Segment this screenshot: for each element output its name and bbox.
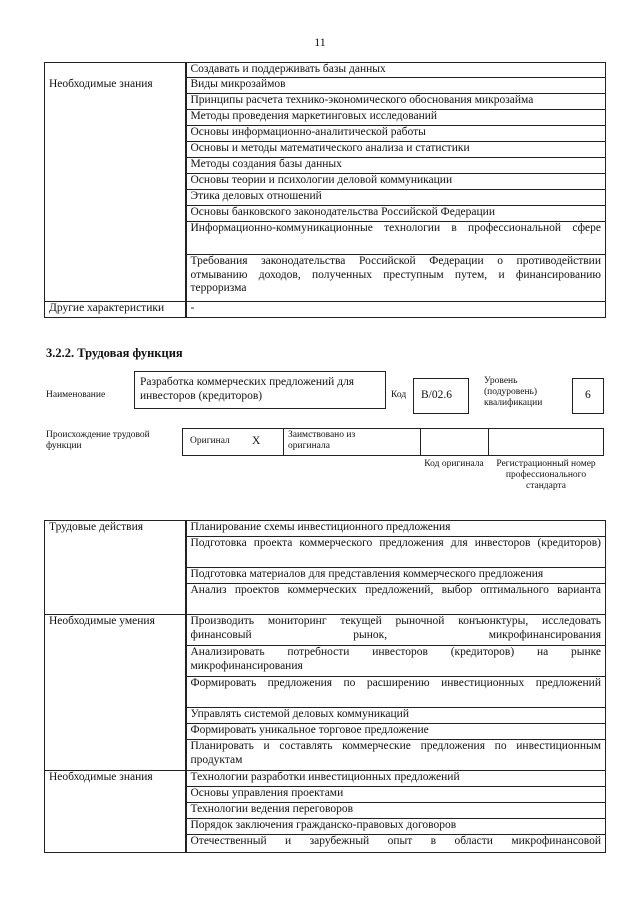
table-label-cell: Другие характеристики bbox=[45, 302, 186, 318]
table-row-text: Анализировать потребности инвесторов (кредиторов) на рынке микрофинансирования bbox=[186, 646, 606, 677]
table-row-text: Информационно-коммуникационные технологии в профессиональной сфере bbox=[186, 222, 606, 255]
table-row-text: Требования законодательства Российской Федерации о противодействии отмыванию доходов, полученных преступным путем, и финансированию терроризма bbox=[186, 255, 606, 302]
table-row-text: - bbox=[186, 302, 606, 318]
table-row-text: Основы банковского законодательства Российской Федерации bbox=[186, 206, 606, 222]
table-row-text: Принципы расчета технико-экономического обоснования микрозайма bbox=[186, 94, 606, 110]
table-label-cell: Необходимые умения bbox=[45, 615, 186, 771]
table-row-text: Планирование схемы инвестиционного предложения bbox=[186, 521, 606, 537]
table-label-cell: Трудовые действия bbox=[45, 521, 186, 615]
bottom-requirements-table bbox=[44, 520, 606, 853]
table-row-text: Основы управления проектами bbox=[186, 787, 606, 803]
table-label-cell: Необходимые знания bbox=[45, 771, 186, 853]
code-label: Код bbox=[391, 390, 407, 400]
code-original-caption: Код оригинала bbox=[424, 459, 484, 469]
table-row-text: Управлять системой деловых коммуникаций bbox=[186, 708, 606, 724]
level-value: 6 bbox=[585, 389, 591, 401]
code-value: B/02.6 bbox=[421, 389, 452, 401]
table-row-text: Основы теории и психологии деловой коммуникации bbox=[186, 174, 606, 190]
table-row-text: Порядок заключения гражданско-правовых договоров bbox=[186, 819, 606, 835]
table-row-text: Технологии ведения переговоров bbox=[186, 803, 606, 819]
table-row-text: Основы информационно-аналитической работы bbox=[186, 126, 606, 142]
origin-divider bbox=[283, 428, 284, 456]
table-row-text: Виды микрозаймов bbox=[186, 78, 606, 94]
table-row-text: Методы проведения маркетинговых исследований bbox=[186, 110, 606, 126]
page-number: 11 bbox=[314, 35, 326, 49]
table-row-text: Анализ проектов коммерческих предложений, выбор оптимального варианта bbox=[186, 584, 606, 615]
reg-number-caption: Регистрационный номер профессионального стандарта bbox=[496, 459, 596, 491]
table-row-text: Формировать уникальное торговое предложение bbox=[186, 724, 606, 740]
table-row-text: Подготовка материалов для представления коммерческого предложения bbox=[186, 568, 606, 584]
original-label: Оригинал bbox=[190, 436, 230, 446]
table-row-text: Создавать и поддерживать базы данных bbox=[186, 63, 606, 78]
name-label: Наименование bbox=[46, 390, 106, 400]
level-label: Уровень (подуровень) квалификации bbox=[484, 376, 543, 408]
original-mark: X bbox=[252, 435, 261, 447]
section-heading: 3.2.2. Трудовая функция bbox=[46, 346, 183, 360]
table-row-text: Производить мониторинг текущей рыночной конъюнктуры, исследовать финансовый рынок, микрофинансирования bbox=[186, 615, 606, 646]
table-row-text: Технологии разработки инвестиционных предложений bbox=[186, 771, 606, 787]
table-row-text: Основы и методы математического анализа и статистики bbox=[186, 142, 606, 158]
table-row-text: Этика деловых отношений bbox=[186, 190, 606, 206]
table-row-text: Подготовка проекта коммерческого предложения для инвесторов (кредиторов) bbox=[186, 537, 606, 568]
table-label-cell bbox=[45, 63, 186, 78]
top-requirements-table bbox=[44, 62, 606, 318]
table-row-text: Планировать и составлять коммерческие предложения по инвестиционным продуктам bbox=[186, 740, 606, 771]
table-row-text: Отечественный и зарубежный опыт в области микрофинансовой bbox=[186, 835, 606, 853]
origin-label: Происхождение трудовой функции bbox=[46, 430, 150, 451]
table-label-cell: Необходимые знания bbox=[45, 78, 186, 302]
borrowed-label: Заимствовано из оригинала bbox=[288, 430, 356, 451]
origin-divider bbox=[420, 428, 421, 456]
table-row-text: Методы создания базы данных bbox=[186, 158, 606, 174]
origin-divider bbox=[488, 428, 489, 456]
table-row-text: Формировать предложения по расширению инвестиционных предложений bbox=[186, 677, 606, 708]
name-value: Разработка коммерческих предложений для инвесторов (кредиторов) bbox=[140, 376, 355, 402]
